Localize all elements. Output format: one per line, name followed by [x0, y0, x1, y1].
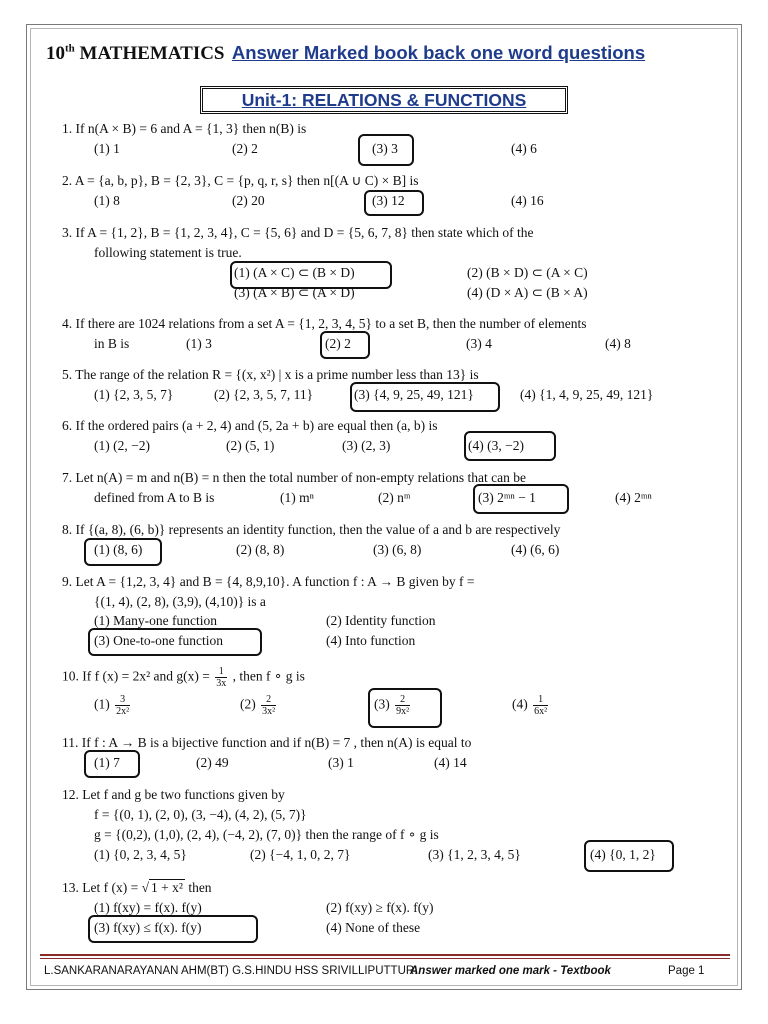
- q6-option-4: (4) (3, −2): [468, 438, 524, 453]
- q10-option-2-label: (2): [240, 696, 256, 712]
- q4-answer-box: [320, 331, 370, 359]
- q3-option-3: (3) (A × B) ⊂ (A × D): [234, 285, 355, 300]
- q5-stem: 5. The range of the relation R = {(x, x²) | x is a prime number less than 13} is: [62, 367, 479, 382]
- q2-option-1: (1) 8: [94, 193, 120, 208]
- q6-option-2: (2) (5, 1): [226, 438, 275, 453]
- q12-stem-line-1: 12. Let f and g be two functions given by: [62, 787, 285, 802]
- footer-author: L.SANKARANARAYANAN AHM(BT) G.S.HINDU HSS SRIVILLIPUTTUR.: [44, 965, 418, 977]
- q13-stem-start: 13. Let f (x) =: [62, 880, 142, 895]
- q11-option-3: (3) 1: [328, 755, 354, 770]
- q8-option-3: (3) (6, 8): [373, 542, 422, 557]
- q10-option-4: [512, 694, 550, 717]
- q1-answer-box: [358, 134, 414, 166]
- q12-answer-box: [584, 840, 674, 872]
- q10-option-2-denominator: 3x²: [262, 706, 276, 717]
- q9-answer-box: [88, 628, 262, 656]
- q8-stem: 8. If {(a, 8), (6, b)} represents an identity function, then the value of a and b are respectively: [62, 522, 561, 537]
- q11-answer-box: [84, 750, 140, 778]
- q10-stem: [62, 666, 305, 689]
- q11-option-2: (2) 49: [196, 755, 229, 770]
- q3-option-2: (2) (B × D) ⊂ (A × C): [467, 265, 588, 280]
- q10-g-fraction: [215, 666, 227, 689]
- q1-option-4: (4) 6: [511, 141, 537, 156]
- footer-rule: [40, 954, 730, 956]
- q12-option-1: (1) {0, 2, 3, 4, 5}: [94, 847, 187, 862]
- q2-stem: 2. A = {a, b, p}, B = {2, 3}, C = {p, q, r, s} then n[(A ∪ C) × B] is: [62, 173, 419, 188]
- q9-option-2: (2) Identity function: [326, 613, 436, 628]
- q4-option-4: (4) 8: [605, 336, 631, 351]
- q10-option-2-numerator: 2: [261, 694, 276, 706]
- q10-answer-box: [368, 688, 442, 728]
- header-grade-sup: th: [65, 42, 75, 55]
- q10-option-1-denominator: 2x²: [116, 706, 130, 717]
- q10-stem-end: , then f ∘ g is: [232, 668, 305, 684]
- q7-option-2: (2) nᵐ: [378, 490, 411, 505]
- q5-option-1: (1) {2, 3, 5, 7}: [94, 387, 174, 402]
- q10-option-4-numerator: 1: [533, 694, 548, 706]
- q10-option-3-numerator: 2: [395, 694, 410, 706]
- q9-option-3: (3) One-to-one function: [94, 633, 223, 648]
- q11-option-1: (1) 7: [94, 755, 120, 770]
- footer-rule-thin: [40, 958, 730, 959]
- q8-option-1: (1) (8, 6): [94, 542, 143, 557]
- q2-answer-box: [364, 190, 424, 216]
- q5-option-3: (3) {4, 9, 25, 49, 121}: [354, 387, 474, 402]
- q13-stem: 13. Let f (x) = √ 1 + x² then: [62, 880, 212, 895]
- header-grade: 10: [46, 43, 65, 64]
- q12-option-4: (4) {0, 1, 2}: [590, 847, 656, 862]
- q13-stem-end: then: [184, 880, 212, 895]
- q7-answer-box: [473, 484, 569, 514]
- q10-option-2-fraction: [261, 694, 276, 717]
- q7-option-1: (1) mⁿ: [280, 490, 314, 505]
- q6-stem: 6. If the ordered pairs (a + 2, 4) and (5, 2a + b) are equal then (a, b) is: [62, 418, 438, 433]
- q13-answer-box: [88, 915, 258, 943]
- q3-option-1: (1) (A × C) ⊂ (B × D): [234, 265, 355, 280]
- q7-option-3: (3) 2ᵐⁿ − 1: [478, 490, 536, 505]
- q10-option-2: [240, 694, 278, 717]
- page-header: [46, 42, 726, 65]
- q3-option-4: (4) (D × A) ⊂ (B × A): [467, 285, 588, 300]
- q9-stem-line-1: 9. Let A = {1,2, 3, 4} and B = {4, 8,9,10}. A function f : A → B given by f =: [62, 574, 475, 589]
- q6-option-3: (3) (2, 3): [342, 438, 391, 453]
- q2-option-4: (4) 16: [511, 193, 544, 208]
- q10-option-1: [94, 694, 132, 717]
- unit-title-box: [200, 86, 568, 114]
- q7-stem-line-2: defined from A to B is: [94, 490, 215, 505]
- q7-option-4: (4) 2ᵐⁿ: [615, 490, 652, 505]
- q9-option-4: (4) Into function: [326, 633, 416, 648]
- q2-option-3: (3) 12: [372, 193, 405, 208]
- unit-title: Unit-1: RELATIONS & FUNCTIONS: [241, 90, 527, 110]
- q1-option-1: (1) 1: [94, 141, 120, 156]
- q5-option-2: (2) {2, 3, 5, 7, 11}: [214, 387, 314, 402]
- q10-g-numerator: 1: [215, 666, 227, 678]
- q3-answer-box: [230, 261, 392, 289]
- q9-option-1: (1) Many-one function: [94, 613, 217, 628]
- q10-g-denominator: 3x: [216, 678, 227, 689]
- q10-option-1-label: (1): [94, 696, 110, 712]
- q1-option-3: (3) 3: [372, 141, 398, 156]
- q1-stem: 1. If n(A × B) = 6 and A = {1, 3} then n(B) is: [62, 121, 307, 136]
- q3-stem-line-2: following statement is true.: [94, 245, 242, 260]
- header-title: Answer Marked book back one word questions: [231, 42, 646, 63]
- q6-option-1: (1) (2, −2): [94, 438, 150, 453]
- q10-option-4-fraction: [533, 694, 548, 717]
- q5-answer-box: [350, 382, 500, 412]
- q8-option-2: (2) (8, 8): [236, 542, 285, 557]
- q11-stem: 11. If f : A → B is a bijective function and if n(B) = 7 , then n(A) is equal to: [62, 735, 472, 750]
- q10-option-1-fraction: [115, 694, 130, 717]
- footer-page-number: Page 1: [668, 965, 705, 977]
- q10-option-1-numerator: 3: [115, 694, 130, 706]
- q13-option-1: (1) f(xy) = f(x). f(y): [94, 900, 202, 915]
- q13-option-3: (3) f(xy) ≤ f(x). f(y): [94, 920, 202, 935]
- q11-option-4: (4) 14: [434, 755, 467, 770]
- q5-option-4: (4) {1, 4, 9, 25, 49, 121}: [520, 387, 654, 402]
- header-subject-name: MATHEMATICS: [74, 43, 225, 64]
- q8-option-4: (4) (6, 6): [511, 542, 560, 557]
- footer-doc-title: Answer marked one mark - Textbook: [410, 965, 611, 977]
- q12-option-2: (2) {−4, 1, 0, 2, 7}: [250, 847, 351, 862]
- q10-option-3-label: (3): [374, 696, 390, 712]
- q9-stem-line-2: {(1, 4), (2, 8), (3,9), (4,10)} is a: [94, 594, 266, 609]
- q8-answer-box: [84, 538, 162, 566]
- q10-stem-start: 10. If f (x) = 2x² and g(x) =: [62, 668, 210, 684]
- q13-sqrt-radicand: 1 + x²: [151, 880, 183, 895]
- q10-option-4-denominator: 6x²: [534, 706, 548, 717]
- q3-stem-line-1: 3. If A = {1, 2}, B = {1, 2, 3, 4}, C = {5, 6} and D = {5, 6, 7, 8} then state which of the: [62, 225, 534, 240]
- header-subject: [46, 43, 225, 64]
- q10-option-4-label: (4): [512, 696, 528, 712]
- q12-stem-line-2: f = {(0, 1), (2, 0), (3, −4), (4, 2), (5, 7)}: [94, 807, 307, 822]
- q12-stem-line-3: g = {(0,2), (1,0), (2, 4), (−4, 2), (7, 0)} then the range of f ∘ g is: [94, 827, 439, 842]
- q4-option-1: (1) 3: [186, 336, 212, 351]
- q13-option-4: (4) None of these: [326, 920, 421, 935]
- q12-option-3: (3) {1, 2, 3, 4, 5}: [428, 847, 521, 862]
- q4-option-3: (3) 4: [466, 336, 492, 351]
- q6-answer-box: [464, 431, 556, 461]
- q2-option-2: (2) 20: [232, 193, 265, 208]
- q1-option-2: (2) 2: [232, 141, 258, 156]
- q4-stem-line-1: 4. If there are 1024 relations from a set A = {1, 2, 3, 4, 5} to a set B, then the number of elements: [62, 316, 587, 331]
- q7-stem-line-1: 7. Let n(A) = m and n(B) = n then the total number of non-empty relations that can be: [62, 470, 526, 485]
- q13-option-2: (2) f(xy) ≥ f(x). f(y): [326, 900, 434, 915]
- q4-option-2: (2) 2: [325, 336, 351, 351]
- q10-option-3-denominator: 9x²: [396, 706, 410, 717]
- q4-stem-line-2: in B is: [94, 336, 130, 351]
